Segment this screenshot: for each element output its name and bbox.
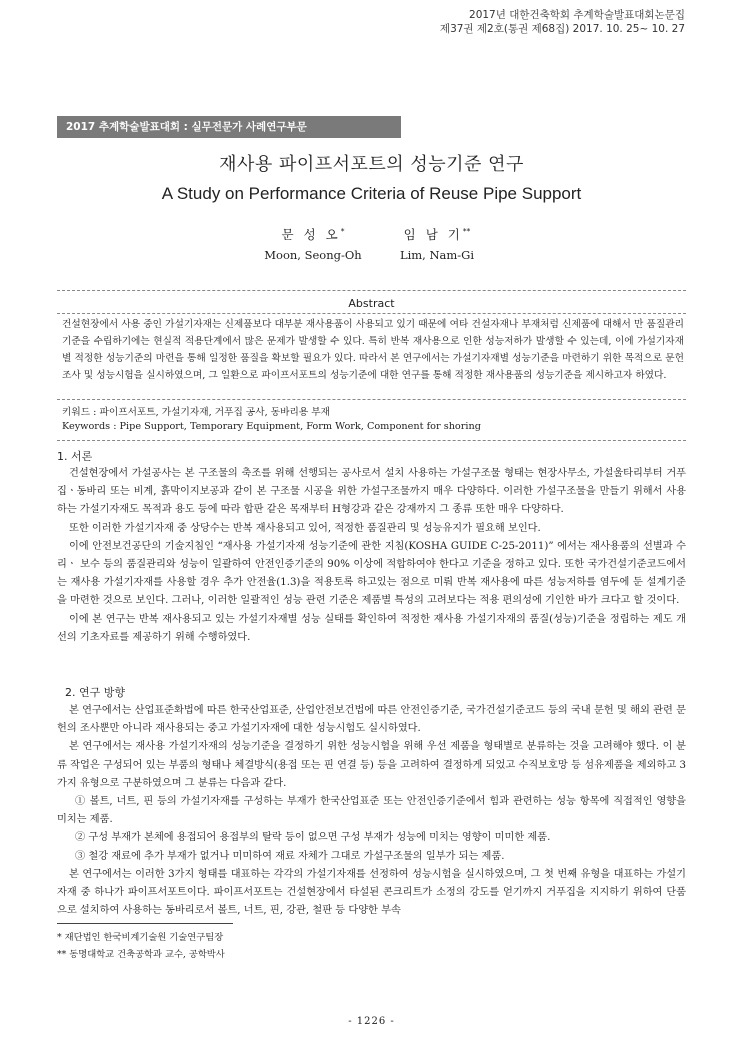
paragraph: 본 연구에서는 이러한 3가지 형태를 대표하는 각각의 가설기자재를 선정하여 성능시험을 실시하였으며, 그 첫 번째 유형을 대표하는 가설기자재 중 하나가 파이프서포트이다. 파이프서포트는 건설현장에서 타설된 콘크리트가 소정의 강도를 얻기까지 거푸집을 지지하기 위하여 단품으로 설치하여 사용하는 동바리로서 볼트, 너트, 핀, 강관, 철판 등 다양한 부속 — [57, 868, 686, 917]
section-2-body — [57, 702, 686, 920]
keywords-english: Keywords : Pipe Support, Temporary Equipment, Form Work, Component for shoring — [62, 421, 481, 432]
section-2-title: 2. 연구 방향 — [65, 686, 125, 699]
running-header — [440, 9, 685, 36]
abstract-heading: Abstract — [348, 297, 395, 310]
paragraph: 이에 안전보건공단의 기술지침인 “재사용 가설기자재 성능기준에 관한 지침(KOSHA GUIDE C-25-2011)” 에서는 재사용품의 선별과 수리ㆍ 보수 등의 품질관리와 성능이 일괄하여 안전인증기준의 90% 이상에 적합하여야 한다고 기준을 정하고 있다. 또한 국가건설기준코드에서는 재사용 가설기자재를 사용할 경우 추가 안전율(1.3)을 적용토록 하고있는 점으로 미뤄 반복 재사용에 따른 성능저하를 염두에 둔 설계기준을 마련한 것으로 보인다. 그러나, 이러한 일괄적인 성능 관련 기준은 제품별 특성의 고려보다는 적용 편의성에 기인한 바가 크다고 할 것이다. — [57, 540, 686, 607]
paragraph: 본 연구에서는 재사용 가설기자재의 성능기준을 결정하기 위한 성능시험을 위해 우선 제품을 형태별로 분류하는 것을 고려해야 했다. 이 분류 작업은 구성되어 있는 부품의 형태나 체결방식(용접 또는 핀 연결 등) 등을 고려하여 결정하게 되었고 수직보호망 등 섬유제품을 제외하고 3가지 유형으로 구분하였으며 그 분류는 다음과 같다. — [57, 741, 686, 789]
section-1-body — [57, 465, 686, 647]
author-1-mark: * — [340, 226, 345, 236]
abstract-heading-rule — [57, 313, 686, 314]
list-item: ② 구성 부재가 본체에 용접되어 용접부의 탈락 등이 없으면 구성 부재가 성능에 미치는 영향이 미미한 제품. — [75, 832, 551, 844]
paragraph: 본 연구에서는 산업표준화법에 따른 한국산업표준, 산업안전보건법에 따른 안전인증기준, 국가건설기준코드 등의 국내 문헌 및 해외 관련 문헌의 조사뿐만 아니라 재사용되는 중고 가설기자재에 대한 성능시험도 실시하였다. — [57, 705, 686, 735]
footnotes — [57, 929, 225, 963]
page-number: - 1226 - — [348, 1016, 395, 1027]
author-2 — [357, 225, 517, 262]
volume-info: 제37권 제2호(통권 제68집) 2017. 10. 25~ 10. 27 — [439, 22, 685, 35]
section-1-title: 1. 서론 — [57, 450, 93, 463]
keywords-korean: 키워드 : 파이프서포트, 가설기자재, 거푸집 공사, 동바리용 부재 — [62, 407, 331, 418]
title-korean: 재사용 파이프서포트의 성능기준 연구 — [219, 154, 524, 175]
footnote-1: * 재단법인 한국비계기술원 기술연구팀장 — [57, 932, 224, 943]
footnote-rule — [57, 923, 233, 924]
list-item: ① 볼트, 너트, 핀 등의 가설기자재를 구성하는 부재가 한국산업표준 또는 안전인증기준에서 힘과 관련하는 성능 항목에 직접적인 영향을 미치는 제품. — [57, 796, 686, 826]
paragraph: 건설현장에서 가설공사는 본 구조물의 축조를 위해 선행되는 공사로서 설치 사용하는 가설구조물 형태는 현장사무소, 가설울타리부터 거푸집ㆍ동바리 또는 비계, 흙막이지보공과 같이 본 구조물 시공을 위한 가설구조물까지 매우 다양하다. 이러한 가설구조물을 만들기 위해서 사용하는 가설기자재도 목적과 용도 등에 따라 합판 같은 목재부터 H형강과 같은 강재까지 그 종류 또한 매우 다양하다. — [57, 468, 686, 516]
author-2-name-en: Lim, Nam-Gi — [399, 248, 475, 262]
abstract-text: 건설현장에서 사용 중인 가설기자재는 신제품보다 대부분 재사용품이 사용되고 있기 때문에 여타 건설자재나 부재처럼 신제품에 대해서 만 품질관리기준을 수립하기에는 현실적 적용단계에서 많은 문제가 발생할 수 있다. 특히 반복 재사용으로 인한 성능저하가 발생할 수 있는데, 이에 가설기자재별 적정한 성능기준의 마련을 통해 일정한 품질을 확보할 필요가 있다. 따라서 본 연구에서는 가설기자재별 성능기준을 마련하기 위한 목적으로 문헌 조사 및 성능시험을 실시하였으며, 그 일환으로 파이프서포트의 성능기준에 대한 연구를 통해 적정한 재사용품의 성능기준을 제시하고자 하였다. — [62, 319, 684, 381]
conference-name: 2017년 대한건축학회 추계학술발표대회논문집 — [469, 9, 685, 21]
footnote-2: ** 동명대학교 건축공학과 교수, 공학박사 — [57, 949, 225, 960]
keywords-top-rule — [57, 399, 686, 400]
author-1-name-ko: 문 성 오 — [281, 227, 341, 242]
session-banner: 2017 추계학술발표대회 : 실무전문가 사례연구부문 — [57, 116, 401, 138]
author-1-name-en: Moon, Seong-Oh — [264, 248, 362, 262]
paragraph: 이에 본 연구는 반복 재사용되고 있는 가설기자재별 성능 실태를 확인하여 적정한 재사용 가설기자재의 품질(성능)기준을 정립하는 제도 개선의 기초자료를 제공하기 위해 수행하였다. — [57, 613, 686, 643]
title-english: A Study on Performance Criteria of Reuse Pipe Support — [161, 184, 582, 203]
abstract-top-rule — [57, 290, 686, 291]
list-item: ③ 철강 재료에 추가 부재가 없거나 미미하여 재료 자체가 그대로 가설구조물의 일부가 되는 제품. — [75, 850, 505, 862]
author-2-name-ko: 임 남 기 — [403, 227, 463, 242]
paragraph: 또한 이러한 가설기자재 중 상당수는 반복 재사용되고 있어, 적정한 품질관리 및 성능유지가 필요해 보인다. — [69, 522, 541, 534]
keywords-bottom-rule — [57, 440, 686, 441]
author-2-mark: ** — [462, 226, 471, 236]
